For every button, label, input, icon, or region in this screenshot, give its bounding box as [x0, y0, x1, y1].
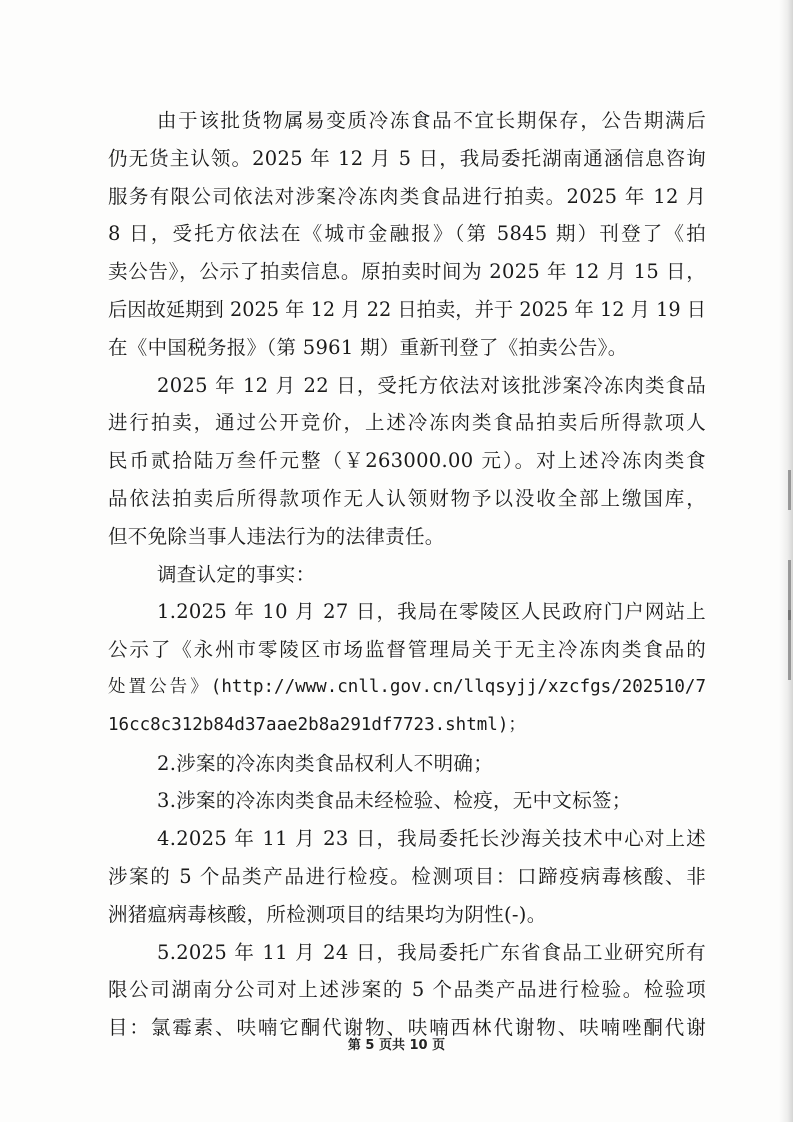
text-line: 3.涉案的冷冻肉类食品未经检验、检疫，无中文标签；	[157, 789, 632, 813]
text-line: 8 日，受托方依法在《城市金融报》（第 5845 期）刊登了《拍	[108, 222, 706, 246]
text-line: 1.2025 年 10 月 27 日，我局在零陵区人民政府门户网站上	[157, 600, 706, 624]
text-line: 处置公告》(http://www.cnll.gov.cn/llqsyjj/xzcfgs/202510/7	[108, 676, 706, 697]
text-line: 16cc8c312b84d37aae2b8a291df7723.shtml)；	[108, 714, 526, 735]
document-body	[108, 102, 706, 1047]
section-heading: 调查认定的事实：	[157, 562, 316, 586]
text-line: 4.2025 年 11 月 23 日，我局委托长沙海关技术中心对上述	[157, 827, 706, 851]
text-line: 在《中国税务报》（第 5961 期）重新刊登了《拍卖公告》。	[108, 335, 628, 359]
scan-artifact	[788, 470, 791, 510]
text-line: 民币贰拾陆万叁仟元整（￥263000.00 元）。对上述冷冻肉类食	[108, 449, 706, 473]
text-line: 进行拍卖，通过公开竞价，上述冷冻肉类食品拍卖后所得款项人	[108, 411, 706, 435]
text-line: 5.2025 年 11 月 24 日，我局委托广东省食品工业研究所有	[157, 940, 706, 964]
text-line: 2025 年 12 月 22 日，受托方依法对该批涉案冷冻肉类食品	[157, 373, 706, 397]
text-line: 2.涉案的冷冻肉类食品权利人不明确；	[157, 751, 494, 775]
text-line: 品依法拍卖后所得款项作无人认领财物予以没收全部上缴国库，	[108, 486, 706, 510]
text-line: 限公司湖南分公司对上述涉案的 5 个品类产品进行检验。检验项	[108, 978, 706, 1002]
text-line: 涉案的 5 个品类产品进行检疫。检测项目：口蹄疫病毒核酸、非	[108, 864, 706, 888]
text-line: 洲猪瘟病毒核酸，所检测项目的结果均为阴性(-)。	[108, 902, 547, 926]
text-line: 由于该批货物属易变质冷冻食品不宜长期保存，公告期满后	[157, 109, 706, 132]
page-number: 第 5 页共 10 页	[347, 1038, 446, 1053]
scan-artifact	[788, 610, 791, 680]
text-line: 后因故延期到 2025 年 12 月 22 日拍卖，并于 2025 年 12 月 19 日	[108, 297, 706, 321]
text-line: 公示了《永州市零陵区市场监督管理局关于无主冷冻肉类食品的	[108, 638, 706, 662]
text-line: 卖公告》，公示了拍卖信息。原拍卖时间为 2025 年 12 月 15 日，	[108, 260, 706, 284]
text-line: 但不免除当事人违法行为的法律责任。	[108, 524, 445, 548]
text-line: 目：氯霉素、呋喃它酮代谢物、呋喃西林代谢物、呋喃唑酮代谢	[108, 1016, 706, 1040]
text-line: 服务有限公司依法对涉案冷冻肉类食品进行拍卖。2025 年 12 月	[108, 184, 706, 208]
text-line: 仍无货主认领。2025 年 12 月 5 日，我局委托湖南通涵信息咨询	[108, 146, 706, 170]
